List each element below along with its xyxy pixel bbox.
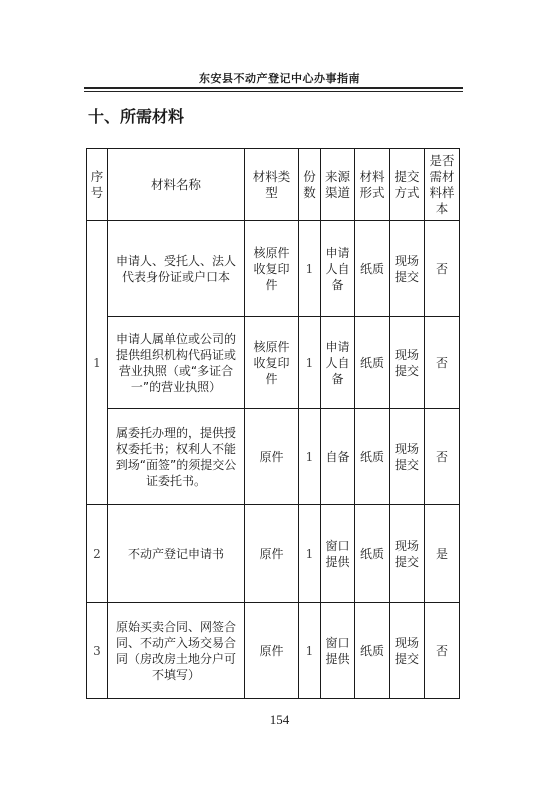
material-sample: 否 xyxy=(425,409,460,505)
material-sample: 是 xyxy=(425,505,460,603)
material-copies: 1 xyxy=(299,317,321,409)
row-number: 1 xyxy=(87,221,108,505)
material-sample: 否 xyxy=(425,317,460,409)
material-form: 纸质 xyxy=(355,603,390,699)
table-row xyxy=(87,221,460,317)
material-name: 不动产登记申请书 xyxy=(108,505,245,603)
material-name: 申请人、受托人、法人代表身份证或户口本 xyxy=(108,221,245,317)
material-source: 自备 xyxy=(321,409,355,505)
document-header-title: 东安县不动产登记中心办事指南 xyxy=(199,72,360,85)
material-type: 原件 xyxy=(245,603,299,699)
material-sample: 否 xyxy=(425,603,460,699)
row-number: 3 xyxy=(87,603,108,699)
section-title: 十、所需材料 xyxy=(88,107,185,126)
material-type: 核原件收复印件 xyxy=(245,317,299,409)
header-rule-thin xyxy=(84,91,463,92)
table-row xyxy=(87,603,460,699)
material-form: 纸质 xyxy=(355,409,390,505)
col-header-submit: 提交方式 xyxy=(390,149,425,221)
material-copies: 1 xyxy=(299,603,321,699)
col-header-source: 来源渠道 xyxy=(321,149,355,221)
material-name: 申请人属单位或公司的提供组织机构代码证或营业执照（或“多证合一”的营业执照） xyxy=(108,317,245,409)
table-row xyxy=(87,317,460,409)
material-source: 申请人自备 xyxy=(321,221,355,317)
material-submit: 现场提交 xyxy=(390,317,425,409)
material-type: 原件 xyxy=(245,409,299,505)
materials-table xyxy=(86,148,460,699)
table-row xyxy=(87,409,460,505)
material-source: 窗口提供 xyxy=(321,505,355,603)
table-row xyxy=(87,505,460,603)
page-number: 154 xyxy=(269,712,290,727)
material-form: 纸质 xyxy=(355,221,390,317)
material-submit: 现场提交 xyxy=(390,221,425,317)
material-form: 纸质 xyxy=(355,505,390,603)
material-source: 申请人自备 xyxy=(321,317,355,409)
material-form: 纸质 xyxy=(355,317,390,409)
material-submit: 现场提交 xyxy=(390,603,425,699)
col-header-name: 材料名称 xyxy=(108,149,245,221)
material-copies: 1 xyxy=(299,409,321,505)
material-name: 属委托办理的，提供授权委托书；权利人不能到场“面签”的须提交公证委托书。 xyxy=(108,409,245,505)
table-header-row xyxy=(87,149,460,221)
material-copies: 1 xyxy=(299,505,321,603)
material-copies: 1 xyxy=(299,221,321,317)
col-header-form: 材料形式 xyxy=(355,149,390,221)
col-header-type: 材料类型 xyxy=(245,149,299,221)
material-submit: 现场提交 xyxy=(390,409,425,505)
material-submit: 现场提交 xyxy=(390,505,425,603)
col-header-number: 序号 xyxy=(87,149,108,221)
material-sample: 否 xyxy=(425,221,460,317)
material-source: 窗口提供 xyxy=(321,603,355,699)
col-header-copies: 份数 xyxy=(299,149,321,221)
row-number: 2 xyxy=(87,505,108,603)
header-rule-thick xyxy=(84,87,463,89)
material-name: 原始买卖合同、网签合同、不动产入场交易合同（房改房土地分户可不填写） xyxy=(108,603,245,699)
col-header-sample: 是否需材料样本 xyxy=(425,149,460,221)
material-type: 原件 xyxy=(245,505,299,603)
material-type: 核原件收复印件 xyxy=(245,221,299,317)
